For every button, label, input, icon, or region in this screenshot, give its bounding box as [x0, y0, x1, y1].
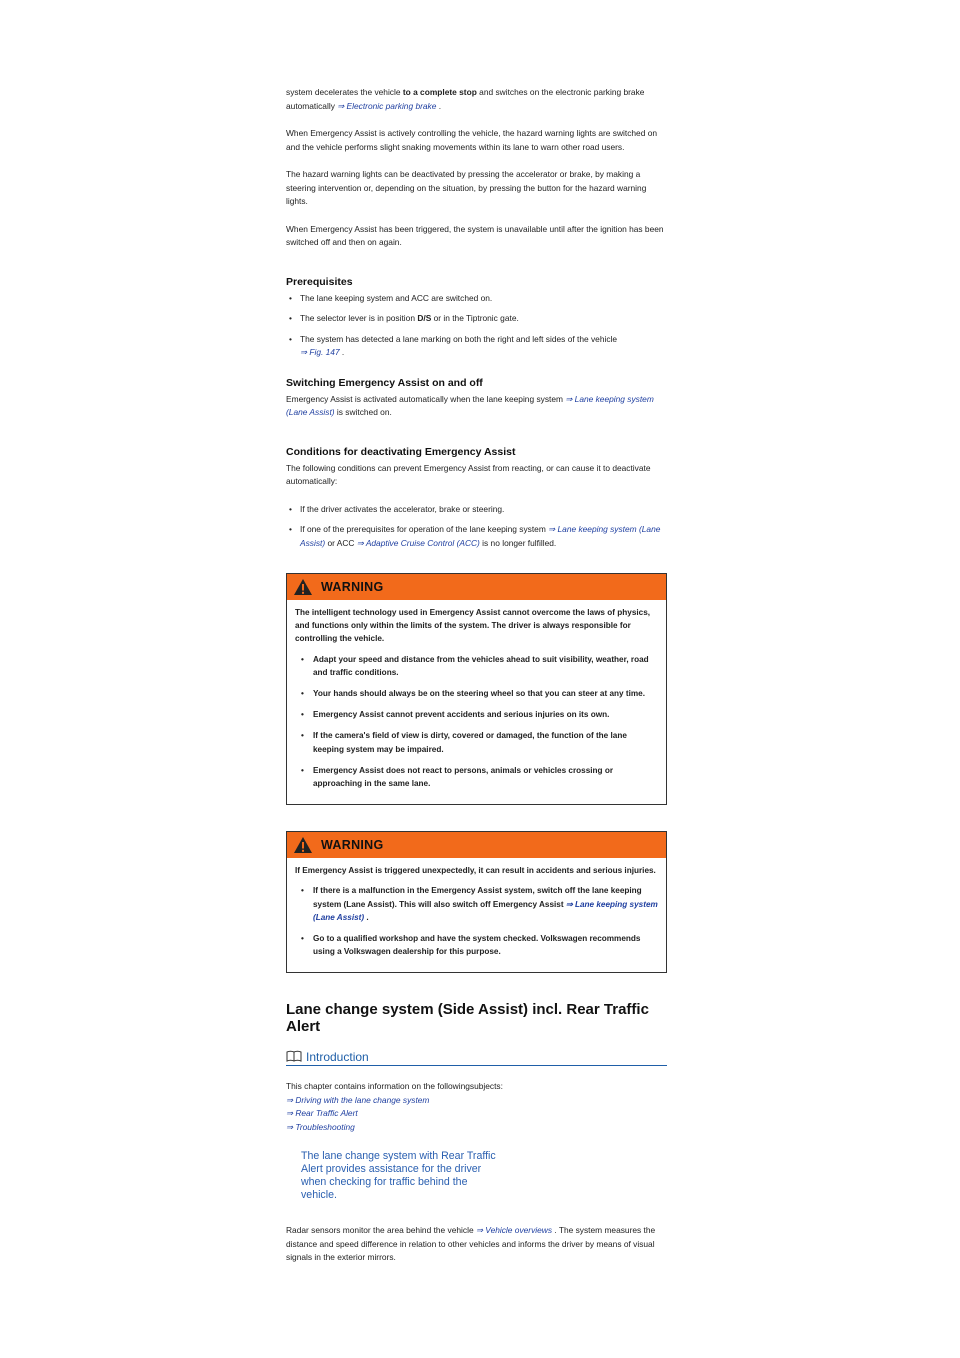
list-item: • Your hands should always be on the steering wheel so that you can steer at any time. [295, 687, 658, 700]
warning-label: WARNING [321, 838, 384, 853]
text: . The system measures the distance and speed difference in relation to other vehicles and informs the driver by means of visual signals in the exterior mirrors. [286, 1225, 656, 1263]
text: The system has detected a lane marking on both the right and left sides of the vehicle [300, 333, 618, 344]
warning-list [295, 884, 658, 958]
list-item: • Emergency Assist cannot prevent accidents and serious injuries on its own. [295, 708, 658, 721]
text: Emergency Assist is activated automatically when the lane keeping system [286, 393, 566, 404]
emphasis-text: D/S [417, 313, 432, 323]
prerequisites-list [286, 292, 667, 360]
warning-box-2 [286, 831, 667, 973]
introduction-heading [286, 1050, 667, 1066]
chapter-intro: This chapter contains information on the followingsubjects: [286, 1081, 503, 1092]
list-item: • If the camera's field of view is dirty, covered or damaged, the function of the lane keeping system may be impaired. [295, 729, 658, 755]
paragraph-switching [286, 393, 667, 420]
warning-header [287, 574, 666, 600]
link-vehicle-overviews[interactable]: ⇒ Vehicle overviews [475, 1225, 553, 1236]
text: If the driver activates the accelerator, brake or steering. [300, 503, 505, 514]
list-item [286, 503, 667, 517]
list-item [295, 884, 658, 924]
link-lane-keeping-system[interactable]: ⇒ Lane keeping system (Lane Assist) [313, 899, 658, 922]
text: . [339, 347, 345, 357]
link-fig-147[interactable]: ⇒ Fig. 147 [300, 347, 340, 357]
section-title: Lane change system (Side Assist) incl. Rear Traffic Alert [286, 1001, 649, 1036]
warning-triangle-icon [293, 836, 313, 854]
text: Radar sensors monitor the area behind the vehicle [286, 1225, 476, 1236]
heading-prerequisites: Prerequisites [286, 275, 353, 288]
link-electronic-parking-brake[interactable]: ⇒ Electronic parking brake [337, 100, 437, 111]
link-lane-keeping-system[interactable]: ⇒ Lane keeping system (Lane Assist) [286, 393, 654, 417]
link-rear-traffic-alert[interactable]: ⇒ Rear Traffic Alert [286, 1108, 358, 1119]
text: system decelerates the vehicle [286, 87, 403, 97]
link-driving-lane-change[interactable]: ⇒ Driving with the lane change system [286, 1094, 430, 1105]
introduction-title: Introduction [306, 1050, 369, 1065]
list-item [286, 312, 667, 326]
text: The lane keeping system and ACC are switched on. [300, 292, 493, 303]
list-item: • Emergency Assist does not react to persons, animals or vehicles crossing or approaching in the same lane. [295, 764, 658, 790]
list-item: • Adapt your speed and distance from the vehicles ahead to suit visibility, weather, road and traffic conditions. [295, 653, 658, 679]
text: and switches on the electronic parking brake automatically [286, 87, 645, 111]
list-item [286, 292, 667, 306]
warning-label: WARNING [321, 580, 384, 594]
warning-box-1 [286, 573, 667, 805]
paragraph-radar [286, 1224, 667, 1265]
warning-body [287, 600, 666, 804]
text: The selector lever is in position [300, 313, 418, 323]
warning-body [287, 858, 666, 972]
paragraph-hazard-lights: When Emergency Assist is actively controlling the vehicle, the hazard warning lights are switched on and the vehicle performs slight snaking movements within its lane to warn other road users. [286, 128, 658, 152]
warning-header [287, 832, 666, 858]
warning-intro: If Emergency Assist is triggered unexpectedly, it can result in accidents and serious injuries. [295, 866, 656, 876]
text: . [436, 100, 442, 111]
text: . [364, 912, 369, 922]
callout-text: The lane change system with Rear Traffic Alert provides assistance for the driver when checking for traffic behind the vehicle. [301, 1150, 496, 1202]
warning-triangle-icon [293, 578, 313, 596]
link-troubleshooting[interactable]: ⇒ Troubleshooting [286, 1121, 355, 1132]
list-item [286, 333, 667, 360]
warning-list [295, 653, 658, 791]
text: is no longer fulfilled. [479, 537, 557, 548]
paragraph-unavailable: When Emergency Assist has been triggered, the system is unavailable until after the ignition has been switched off and then on again. [286, 223, 664, 247]
book-icon [286, 1050, 302, 1062]
paragraph-parking-brake [286, 86, 667, 113]
text: If one of the prerequisites for operation of the lane keeping system [300, 524, 549, 534]
list-item: • Go to a qualified workshop and have the system checked. Volkswagen recommends using a Volkswagen dealership for this purpose. [295, 932, 658, 958]
heading-conditions: Conditions for deactivating Emergency Assist [286, 445, 516, 458]
text: If there is a malfunction in the Emergency Assist system, switch off the lane keeping system (Lane Assist). This will also switch off Emergency Assist [313, 886, 642, 909]
text: is switched on. [334, 407, 392, 417]
paragraph-deactivate-hazard: The hazard warning lights can be deactivated by pressing the accelerator or brake, by making a steering intervention or, depending on the situation, by pressing the button for the hazard warning lights. [286, 169, 647, 206]
paragraph-conditions-intro: The following conditions can prevent Emergency Assist from reacting, or can cause it to deactivate automatically: [286, 462, 651, 486]
warning-intro: The intelligent technology used in Emergency Assist cannot overcome the laws of physics, and functions only within the limits of the system. The driver is always responsible for controlling the vehicle. [295, 608, 651, 644]
link-lane-keeping-system[interactable]: ⇒ Lane keeping system (Lane Assist) [300, 524, 661, 548]
text: or ACC [325, 537, 357, 548]
emphasis-text: to a complete stop [402, 87, 477, 97]
text: or in the Tiptronic gate. [431, 313, 519, 323]
list-item [286, 523, 667, 550]
conditions-list [286, 503, 667, 551]
manual-page [286, 86, 667, 1265]
link-acc[interactable]: ⇒ Adaptive Cruise Control (ACC) [356, 537, 480, 548]
heading-switching: Switching Emergency Assist on and off [286, 376, 483, 389]
